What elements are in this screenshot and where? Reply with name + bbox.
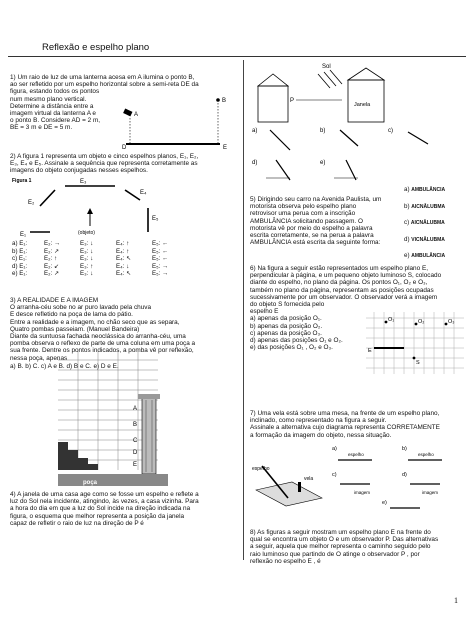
q5-option-key: c)	[404, 219, 410, 227]
q2-option-cell: E₂: ↙	[44, 262, 60, 270]
q4-figure	[250, 60, 460, 188]
q5-option-word: VICNÂLUBMA	[411, 236, 445, 243]
q1-label-d: D	[122, 145, 127, 150]
q6-line: perpendicular à página, e um pequeno objeto luminoso S, colocado	[250, 272, 442, 280]
q2-option-a[interactable]	[12, 240, 178, 248]
q6-line: do objeto S fornecida pelo	[250, 301, 325, 309]
q2-option-cell: E₃: ↓	[80, 240, 94, 247]
q2-line: E₃, E₄ e E₅. Assinale a sequência que representa corretamente as	[10, 160, 198, 168]
q3-options[interactable]: a) B. b) C. c) A e B. d) B e C. e) D e E.	[10, 362, 119, 370]
q7-option-b[interactable]: b)	[402, 446, 407, 452]
question-4	[10, 491, 199, 527]
q3-line: sua frente. Dentre os pontos indicados, a pomba vê por reflexão,	[10, 347, 194, 355]
q4-option-b[interactable]: b)	[320, 128, 326, 134]
q2-option-cell: E₂: ↑	[44, 255, 58, 263]
q1-line: 1) Um raio de luz de uma lanterna acesa em A ilumina o ponto B,	[10, 74, 195, 81]
q1-line: Determine a distância entre a	[10, 102, 94, 110]
q5-option-word: AICNÂLUBMA	[411, 203, 446, 210]
q3-point-d: D	[133, 450, 138, 456]
q4-sun-label: Sol	[322, 64, 331, 70]
q7-candle-label: vela	[304, 476, 314, 482]
q5-option-key: d)	[404, 235, 410, 243]
q6-o1-label: O₁	[388, 317, 395, 323]
q6-line: sucessivamente por um observador. O observador verá a imagem	[250, 293, 438, 301]
q8-line: a seguir, aquela que melhor representa o caminho seguido pelo	[250, 543, 431, 551]
q2-option-cell: E₅: →	[152, 270, 169, 278]
q7-line: a formação da imagem do objeto, nessa situação.	[250, 431, 392, 439]
q3-line: Entre a realidade e a imagem, no chão seco que as separa,	[10, 318, 180, 326]
q2-option-cell: E₃: ↑	[80, 262, 94, 270]
q2-option-cell: E₄: ↑	[116, 247, 130, 255]
q2-option-c[interactable]	[12, 255, 178, 263]
q2-option-cell: E₃: ↓	[80, 247, 94, 255]
q5-line: motorista vê por meio do espelho a palavra	[250, 224, 373, 232]
q5-option-word: AICNÂLUBMA	[410, 220, 445, 227]
q2-line: imagens do objeto conjugadas nesses espelhos.	[10, 167, 148, 175]
q7-figure	[252, 440, 462, 512]
q7-b-label: espelho	[418, 452, 434, 457]
q4-line: a hora do dia em que a luz do Sol incide na direção indicada na	[10, 505, 191, 513]
q2-mirror-e2: E₂	[28, 200, 35, 206]
q3-point-b: B	[133, 422, 138, 428]
q5-option-key: b)	[404, 202, 410, 210]
q6-line: diante do espelho, no plano da página. Os pontos O₁, O₂ e O₃,	[250, 279, 428, 287]
q4-point-p: P	[290, 98, 295, 104]
q3-point-a: A	[133, 406, 138, 412]
q6-option-b[interactable]: b) apenas da posição O₂.	[250, 322, 323, 330]
q6-o3-label: O₃	[448, 319, 455, 325]
q3-point-e: E	[133, 462, 138, 468]
question-2	[10, 153, 198, 175]
q6-figure	[366, 312, 466, 378]
q7-mirror-label: espelho	[252, 466, 270, 472]
q5-option-word: AMBULÂNCIA	[411, 187, 446, 193]
q2-option-cell: b) E₁:	[12, 247, 28, 255]
q5-line: escrita corretamente, se na perua a palavra	[250, 232, 374, 240]
q1-label-b: B	[222, 98, 227, 104]
q2-mirror-e4: E₄	[140, 190, 147, 196]
q6-line: 6) Na figura a seguir estão representados um espelho plano E,	[250, 265, 428, 272]
q4-option-a[interactable]: a)	[252, 128, 258, 134]
q2-option-cell: E₄: ↖	[116, 255, 132, 263]
q5-option-d[interactable]	[404, 236, 445, 245]
q2-figure-label: Figura 1	[12, 178, 32, 184]
q3-puddle-label: poça	[83, 480, 98, 486]
q1-line: o ponto B. Considere AD = 2 m,	[10, 117, 101, 125]
q2-option-cell: E₂: ↗	[44, 247, 60, 255]
q2-option-cell: E₄: ↓	[116, 262, 130, 270]
q6-object-label: S	[416, 360, 420, 366]
q3-line: Quatro pombas passeiam. (Manuel Bandeira)	[10, 325, 140, 333]
q7-option-a[interactable]: a)	[332, 446, 337, 452]
q7-c-image-label: imagem	[354, 490, 371, 495]
q5-line: 5) Dirigindo seu carro na Avenida Paulista, um	[250, 196, 382, 203]
q7-option-c[interactable]: c)	[332, 472, 337, 478]
page-number: 1	[454, 596, 458, 605]
q5-line: AMBULÂNCIA está escrita da seguinte forma:	[250, 239, 381, 247]
q6-line: espelho E	[250, 308, 279, 316]
q1-label-e: E	[223, 145, 228, 150]
q2-option-cell: E₃: ↓	[80, 255, 94, 263]
q7-option-d[interactable]: d)	[402, 472, 407, 478]
q2-option-cell: a) E₁:	[12, 240, 28, 247]
q5-option-e[interactable]	[404, 252, 445, 261]
q4-option-e[interactable]: e)	[320, 160, 326, 166]
q5-option-key: a)	[404, 186, 410, 193]
q1-line: imagem virtual da lanterna A e	[10, 110, 96, 118]
question-7	[250, 410, 440, 439]
title-rule	[8, 56, 466, 57]
q8-line: reflexão no espelho E , é	[250, 557, 321, 565]
q2-option-cell: E₃: ↓	[80, 270, 94, 278]
q2-option-cell: E₅: →	[152, 262, 169, 270]
q5-option-word: AMBULÂNCIA	[411, 253, 446, 260]
q6-option-d[interactable]: d) apenas das posições O₁ e O₂.	[250, 337, 343, 345]
q1-line: BE = 3 m e DE = 5 m.	[10, 124, 73, 132]
q7-line: inclinado, como representado na figura a seguir.	[250, 417, 387, 425]
page-title: Reflexão e espelho plano	[42, 42, 150, 53]
question-5	[250, 196, 381, 246]
q7-d-image-label: imagem	[422, 490, 439, 495]
q3-line: nessa poça, apenas	[10, 354, 68, 362]
q6-option-a[interactable]: a) apenas da posição O₁.	[250, 315, 322, 323]
q2-mirror-e1: E₁	[20, 232, 27, 238]
q7-line: Assinale a alternativa cujo diagrama representa CORRETAMENTE	[250, 424, 440, 432]
q3-line: E desce refletido na poça de lama do pátio.	[10, 311, 133, 319]
q5-line: AMBULÂNCIA solicitando passagem. O	[250, 217, 363, 225]
q2-option-e[interactable]	[12, 270, 178, 278]
q6-option-e[interactable]: e) das posições O₁ , O₂ e O₃.	[250, 344, 333, 352]
q2-option-cell: e) E₁:	[12, 270, 28, 278]
column-divider	[243, 60, 244, 560]
q8-line: 8) As figuras a seguir mostram um espelho plano E na frente do	[250, 529, 431, 536]
q7-option-e[interactable]: e)	[382, 500, 387, 506]
q4-line: figura, o esquema que melhor representa a posição da janela	[10, 512, 185, 520]
q5-option-a[interactable]	[404, 186, 445, 195]
q4-line: luz do Sol nela incidente, atingindo, às vezes, a casa vizinha. Para	[10, 498, 199, 506]
q2-figure	[10, 176, 170, 238]
q8-line: raio luminoso que partindo de O atinge o observador P , por	[250, 550, 420, 558]
q3-heading: 3) A REALIDADE E A IMAGEM	[10, 297, 99, 304]
q7-a-label: espelho	[348, 452, 364, 457]
q6-line: também no plano da página, representam as posições ocupadas	[250, 286, 434, 294]
q8-line: qual se encontra um objeto O e um observador P. Das alternativas	[250, 536, 439, 544]
q6-o2-label: O₂	[418, 319, 425, 325]
q2-option-b[interactable]	[12, 248, 178, 256]
q1-line: figura, estando todos os pontos	[10, 88, 100, 96]
q4-option-d[interactable]: d)	[252, 160, 258, 166]
q5-option-c[interactable]	[404, 219, 445, 228]
q1-line: ao ser refletido por um espelho horizontal sobre a semi-reta DE da	[10, 81, 199, 89]
q2-option-cell: E₅: ←	[152, 240, 169, 247]
q2-option-cell: E₂: ↗	[44, 270, 60, 278]
q3-line: Diante da suntuosa fachada neoclássica do arranha-céu, uma	[10, 333, 186, 341]
q1-figure	[120, 92, 240, 150]
q3-line: pomba observa o reflexo de parte de uma coluna em uma poça a	[10, 340, 196, 348]
q5-options	[404, 186, 445, 261]
q4-line: capaz de refletir o raio de luz na direção de P é	[10, 519, 144, 527]
q2-option-cell: c) E₁:	[12, 255, 27, 263]
q2-option-cell: E₅: ←	[152, 255, 169, 263]
q2-option-cell: d) E₁:	[12, 262, 28, 270]
q2-mirror-e3: E₃	[80, 179, 87, 185]
q2-option-cell: E₂: →	[44, 240, 61, 247]
q5-line: motorista observa pelo espelho plano	[250, 203, 357, 211]
q3-point-c: C	[133, 438, 138, 444]
q5-option-key: e)	[404, 252, 410, 260]
q4-window-label: Janela	[354, 102, 371, 108]
q2-mirror-e5: E₅	[152, 216, 159, 222]
q6-option-c[interactable]: c) apenas da posição O₃.	[250, 329, 322, 337]
q4-line: 4) A janela de uma casa age como se fosse um espelho e reflete a	[10, 491, 199, 498]
q2-option-cell: E₅: ←	[152, 247, 169, 255]
q2-option-cell: E₄: ↖	[116, 270, 132, 278]
q7-line: 7) Uma vela está sobre uma mesa, na frente de um espelho plano,	[250, 410, 440, 417]
question-8	[250, 529, 438, 565]
q6-mirror-label: E	[368, 348, 372, 354]
q1-line: num mesmo plano vertical.	[10, 95, 87, 103]
q2-options	[12, 240, 178, 278]
q5-line: retrovisor uma perua com a inscrição	[250, 210, 356, 218]
q2-line: 2) A figura 1 representa um objeto e cinco espelhos planos, E₁, E₂,	[10, 153, 199, 160]
q3-line: O arranha-céu sobe no ar puro lavado pela chuva	[10, 304, 152, 312]
q1-label-a: A	[134, 112, 139, 118]
q2-object-label: (objeto)	[78, 230, 95, 236]
q2-option-d[interactable]	[12, 263, 178, 271]
q3-figure	[58, 350, 178, 490]
q2-option-cell: E₄: ↑	[116, 240, 130, 247]
q5-option-b[interactable]	[404, 203, 445, 212]
q4-option-c[interactable]: c)	[388, 128, 393, 134]
